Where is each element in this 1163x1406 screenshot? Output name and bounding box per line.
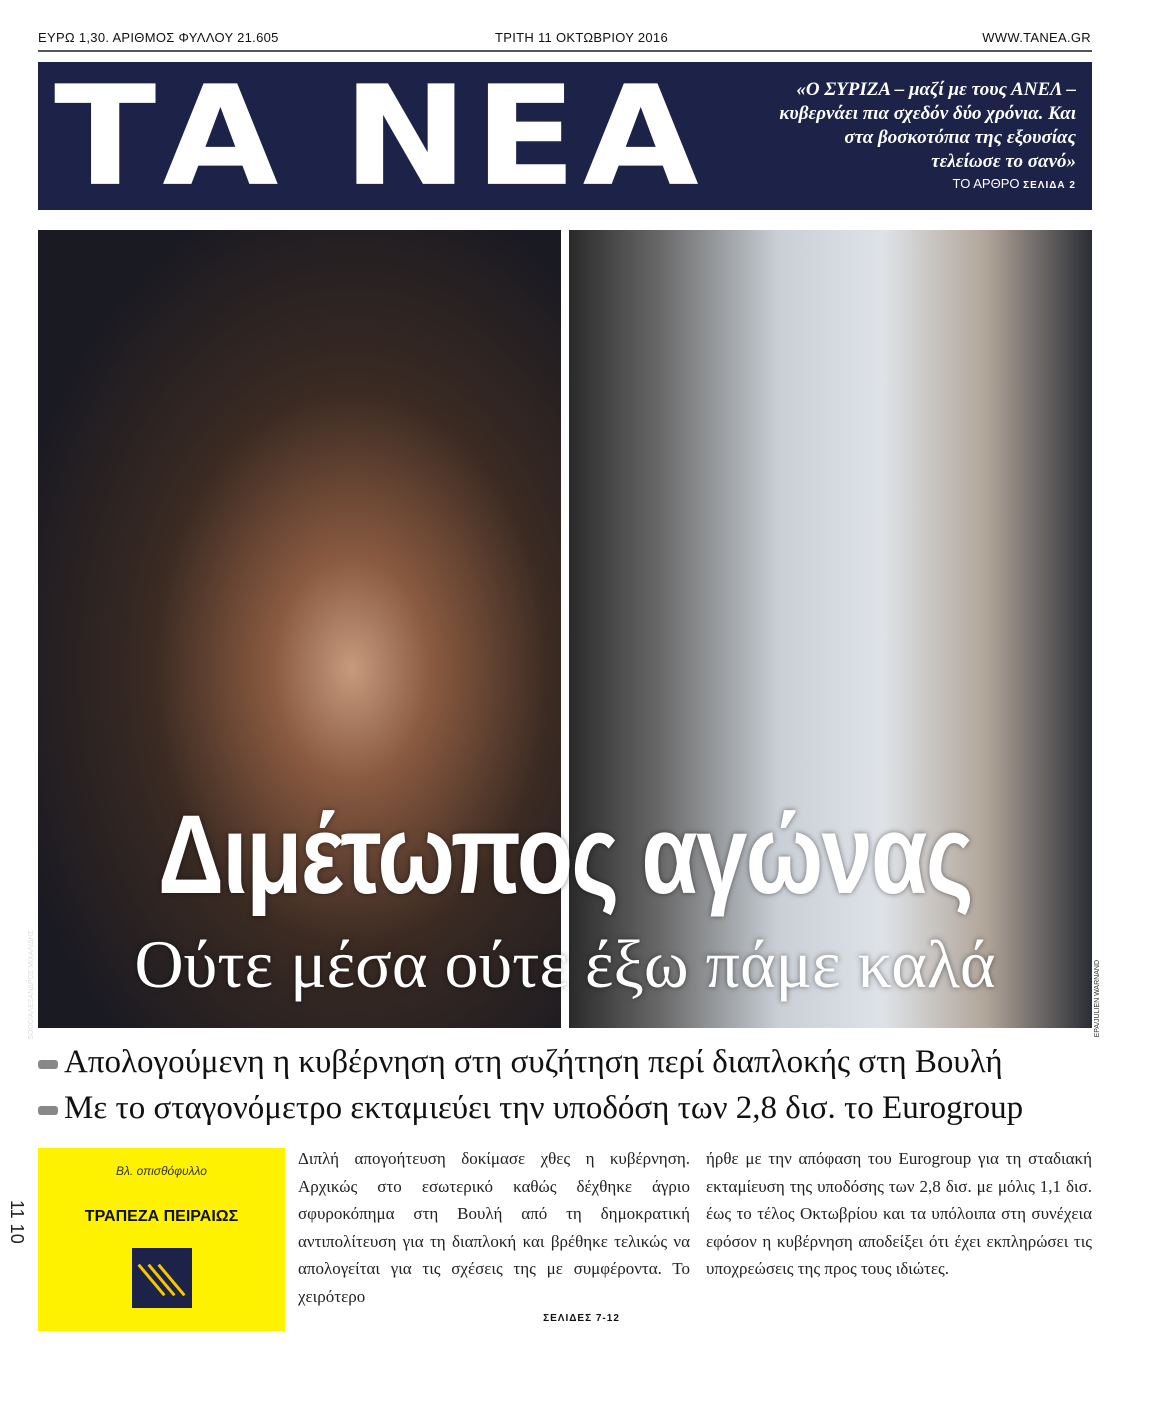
- bank-ad[interactable]: [38, 1148, 285, 1331]
- masthead: [38, 56, 1092, 218]
- ad-see-back: Βλ. οπισθόφυλλο: [116, 1164, 207, 1178]
- article-page: ΣΕΛΙΔΑ 2: [1023, 180, 1076, 191]
- bullet-icon: [38, 1106, 58, 1115]
- photo-credit-right: EPA/JULIEN WARNAND: [1094, 960, 1101, 1038]
- bullet-icon: [38, 1060, 58, 1069]
- photo-credit-left: SOOC/ΑΛΕΞΑΝΔΡΟΣ ΜΙΧΑΛΙΔΗΣ: [28, 930, 35, 1040]
- date: ΤΡΙΤΗ 11 ΟΚΤΩΒΡΙΟΥ 2016: [495, 30, 668, 45]
- price-issue: ΕΥΡΩ 1,30. ΑΡΙΘΜΟΣ ΦΥΛΛΟΥ 21.605: [38, 30, 279, 45]
- headline: Διμέτωπος αγώνας: [158, 792, 972, 917]
- article-label: ΤΟ ΑΡΘΡΟ: [952, 176, 1020, 191]
- pages-ref: ΣΕΛΙΔΕΣ 7-12: [543, 1313, 620, 1324]
- bank-logo-icon: [132, 1248, 192, 1308]
- website: WWW.TANEA.GR: [982, 30, 1091, 45]
- bullet-item: [38, 1044, 1098, 1081]
- bullet-item: [38, 1090, 1098, 1127]
- top-rule: [38, 50, 1092, 52]
- logo: ΤΑ ΝΕΑ: [54, 56, 705, 218]
- masthead-quote: «Ο ΣΥΡΙΖΑ – μαζί με τους ΑΝΕΛ – κυβερνάει πια σχεδόν δύο χρόνια. Και στα βοσκοτόπια της εξουσίας τελείωσε το σανό»: [779, 79, 1076, 172]
- side-marks: 11 10: [7, 1200, 27, 1244]
- subheadline: Ούτε μέσα ούτε έξω πάμε καλά: [134, 926, 996, 1002]
- ad-bank-name: ΤΡΑΠΕΖΑ ΠΕΙΡΑΙΩΣ: [84, 1208, 239, 1225]
- body-column-2: ήρθε με την απόφαση του Eurogroup για τη σταδιακή εκταμίευση της υποδόσης των 2,8 δισ. με μόλις 1,1 δισ. έως το τέλος Οκτωβρίου και τα υπόλοιπα στη συνέχεια εφόσον η κυβέρνηση αποδείξει ότι έχει εκπληρώσει τις υποχρεώσεις της προς τους ιδιώτες.: [706, 1149, 1092, 1278]
- bullet-text: Απολογούμενη η κυβέρνηση στη συζήτηση περί διαπλοκής στη Βουλή: [64, 1044, 1003, 1080]
- body-column-1: Διπλή απογοήτευση δοκίμασε χθες η κυβέρνηση. Αρχικώς στο εσωτερικό καθώς δέχθηκε άγριο σφυροκόπημα στη Βουλή από τη δημοκρατική αντιπολίτευση για τη διαπλοκή και βρέθηκε τελικώς να απολογείται για τις σχέσεις της με συμφέροντα. Το χειρότερο: [298, 1149, 690, 1306]
- bullet-text: Με το σταγονόμετρο εκταμιεύει την υποδόση των 2,8 δισ. το Eurogroup: [64, 1090, 1024, 1126]
- article-ref: [953, 176, 1076, 191]
